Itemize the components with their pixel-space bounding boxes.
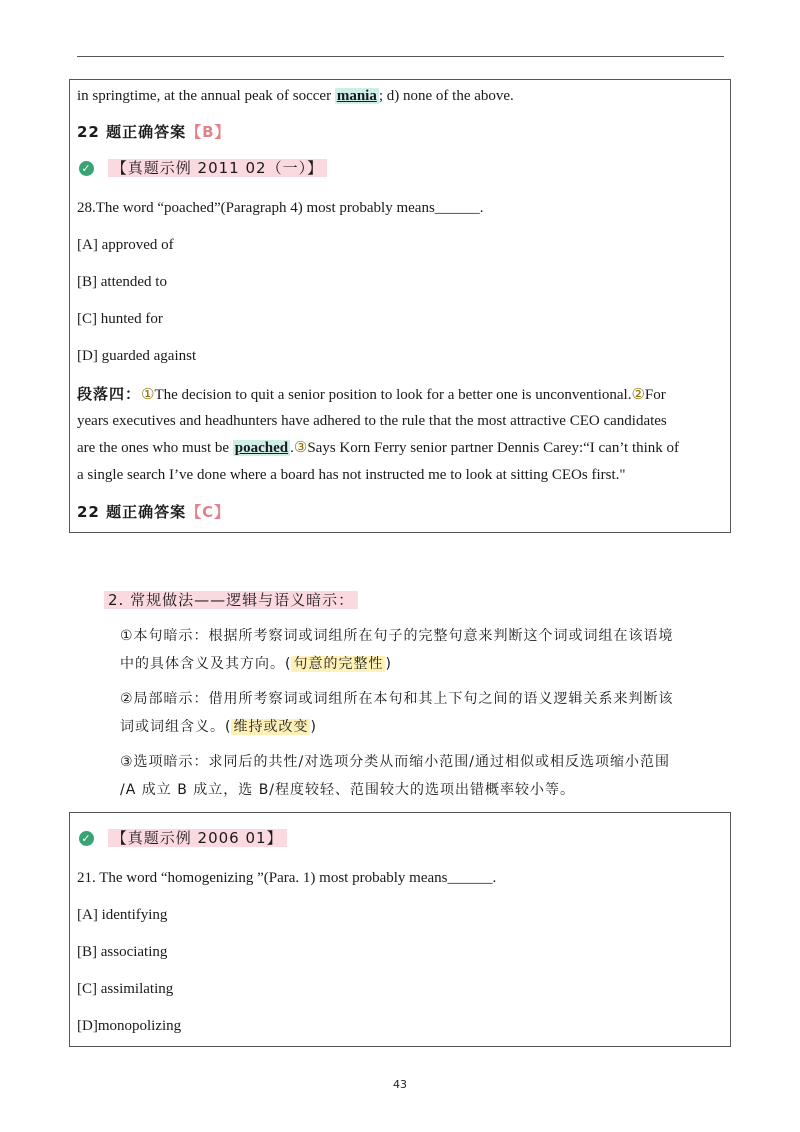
hint-1-line-2: 中的具体含义及其方向。( 句意的完整性 ) (120, 656, 392, 672)
example-header-1 (79, 158, 327, 178)
hint-2-line-2: 词或词组含义。( 维持或改变 ) (120, 719, 317, 735)
option-b: [B] associating (77, 944, 168, 960)
question-28: 28.The word “poached”(Paragraph 4) most probably means______. (77, 200, 484, 216)
page-number: 43 (393, 1078, 407, 1091)
check-circle-icon: ✓ (79, 831, 94, 846)
vocab-word-mania: mania (336, 88, 377, 104)
option-d: [D]monopolizing (77, 1018, 182, 1034)
option-b: [B] attended to (77, 274, 167, 290)
paragraph-line-3: are the ones who must be poached .③Says Korn Ferry senior partner Dennis Carey:“I can’t think of (77, 440, 680, 456)
question-21: 21. The word “homogenizing ”(Para. 1) most probably means______. (77, 870, 497, 886)
option-d: [D] guarded against (77, 348, 197, 364)
option-c: [C] hunted for (77, 311, 163, 327)
key-phrase: 句意的完整性 (293, 656, 384, 672)
example-title: 【真题示例 2011 02（一）】 (108, 159, 327, 177)
key-phrase: 维持或改变 (233, 719, 309, 735)
paragraph-line-1: 段落四：①The decision to quit a senior position to look for a better one is unconventional.②For (77, 385, 666, 403)
paragraph-line-4: a single search I’ve done where a board has not instructed me to look at sitting CEOs first." (77, 467, 626, 483)
paragraph-label: 段落四： (77, 385, 142, 403)
option-c: [C] assimilating (77, 981, 174, 997)
hint-2-line-1: ②局部暗示：借用所考察词或词组所在本句和其上下句之间的语义逻辑关系来判断该 (120, 691, 674, 707)
header-rule (77, 56, 724, 57)
example-header-2 (79, 828, 287, 848)
option-a: [A] approved of (77, 237, 174, 253)
answer-value: 【B】 (186, 123, 231, 141)
check-circle-icon: ✓ (79, 161, 94, 176)
hint-3-line-1: ③选项暗示：求同后的共性/对选项分类从而缩小范围/通过相似或相反选项缩小范围 (120, 754, 670, 770)
section-heading: 2. 常规做法——逻辑与语义暗示： (104, 590, 358, 610)
answer-line-1: 22 题正确答案【B】 (77, 123, 231, 141)
paragraph-line-2: years executives and headhunters have adhered to the rule that the most attractive CEO candidates (77, 413, 667, 429)
example-title: 【真题示例 2006 01】 (108, 829, 287, 847)
hint-3-line-2: /A 成立 B 成立，选 B/程度较轻、范围较大的选项出错概率较小等。 (120, 782, 576, 798)
vocab-word-poached: poached (234, 440, 289, 456)
continued-text: in springtime, at the annual peak of soccer mania ; d) none of the above. (77, 88, 514, 104)
answer-value: 【C】 (186, 503, 231, 521)
hint-1-line-1: ①本句暗示：根据所考察词或词组所在句子的完整句意来判断这个词或词组在该语境 (120, 628, 674, 644)
answer-line-2: 22 题正确答案【C】 (77, 503, 231, 521)
option-a: [A] identifying (77, 907, 168, 923)
